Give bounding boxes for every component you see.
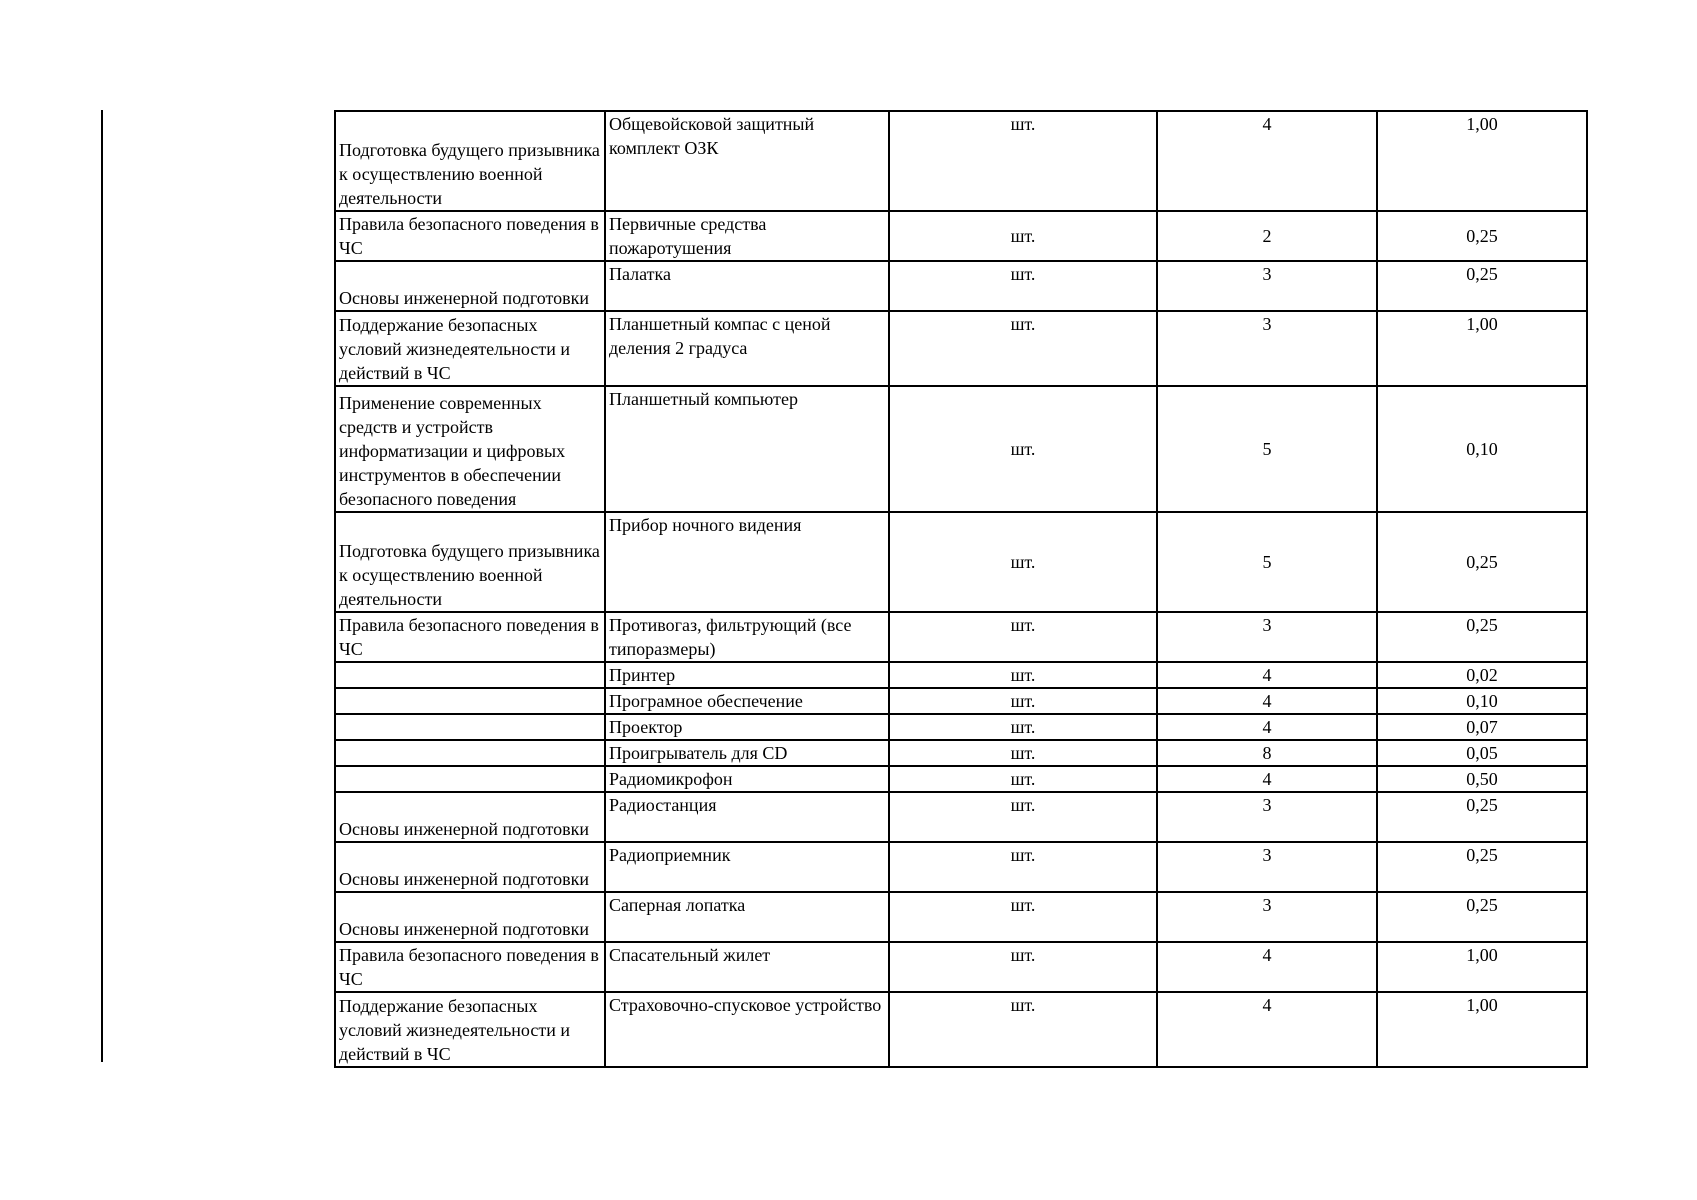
value-cell: 0,50 [1377,766,1587,792]
quantity-cell: 4 [1157,688,1377,714]
unit-cell: шт. [889,842,1157,892]
unit-cell: шт. [889,111,1157,211]
item-cell: Противогаз, фильтрующий (все типоразмеры) [605,612,889,662]
quantity-cell: 3 [1157,792,1377,842]
section-cell: Применение современных средств и устройств информатизации и цифровых инструментов в обеспечении безопасного поведения [335,386,605,512]
item-cell: Проигрыватель для CD [605,740,889,766]
item-cell: Програмное обеспечение [605,688,889,714]
unit-cell: шт. [889,662,1157,688]
section-cell: Поддержание безопасных условий жизнедеятельности и действий в ЧС [335,992,605,1067]
quantity-cell: 3 [1157,261,1377,311]
value-cell: 1,00 [1377,942,1587,992]
table-row [335,714,1587,740]
unit-cell: шт. [889,386,1157,512]
unit-cell: шт. [889,211,1157,261]
section-cell: Основы инженерной подготовки [335,261,605,311]
table-row [335,612,1587,662]
value-cell: 1,00 [1377,111,1587,211]
section-cell: Основы инженерной подготовки [335,842,605,892]
value-cell: 0,10 [1377,386,1587,512]
table-row [335,892,1587,942]
value-cell: 0,25 [1377,892,1587,942]
quantity-cell: 4 [1157,942,1377,992]
section-cell [335,714,605,740]
item-cell: Радиоприемник [605,842,889,892]
item-cell: Палатка [605,261,889,311]
quantity-cell: 3 [1157,612,1377,662]
table-row [335,766,1587,792]
section-cell: Поддержание безопасных условий жизнедеятельности и действий в ЧС [335,311,605,386]
unit-cell: шт. [889,612,1157,662]
item-cell: Планшетный компьютер [605,386,889,512]
value-cell: 0,25 [1377,792,1587,842]
section-cell: Основы инженерной подготовки [335,792,605,842]
table-row [335,740,1587,766]
section-cell: Правила безопасного поведения в ЧС [335,211,605,261]
section-cell: Подготовка будущего призывника к осуществлению военной деятельности [335,111,605,211]
table-row [335,261,1587,311]
unit-cell: шт. [889,311,1157,386]
table-row [335,942,1587,992]
item-cell: Страховочно-спусковое устройство [605,992,889,1067]
quantity-cell: 4 [1157,662,1377,688]
quantity-cell: 3 [1157,311,1377,386]
table-row [335,311,1587,386]
item-cell: Планшетный компас с ценой деления 2 градуса [605,311,889,386]
table-row [335,111,1587,211]
unit-cell: шт. [889,688,1157,714]
value-cell: 1,00 [1377,992,1587,1067]
item-cell: Прибор ночного видения [605,512,889,612]
value-cell: 0,25 [1377,612,1587,662]
table-row [335,792,1587,842]
section-cell: Подготовка будущего призывника к осуществлению военной деятельности [335,512,605,612]
value-cell: 0,25 [1377,211,1587,261]
page-margin-line [101,110,103,1062]
section-cell [335,740,605,766]
table-row [335,662,1587,688]
unit-cell: шт. [889,942,1157,992]
item-cell: Общевойсковой защитный комплект ОЗК [605,111,889,211]
value-cell: 0,10 [1377,688,1587,714]
section-cell [335,766,605,792]
quantity-cell: 8 [1157,740,1377,766]
value-cell: 0,25 [1377,842,1587,892]
item-cell: Радиомикрофон [605,766,889,792]
quantity-cell: 4 [1157,992,1377,1067]
unit-cell: шт. [889,714,1157,740]
quantity-cell: 3 [1157,892,1377,942]
value-cell: 0,05 [1377,740,1587,766]
unit-cell: шт. [889,892,1157,942]
item-cell: Проектор [605,714,889,740]
item-cell: Саперная лопатка [605,892,889,942]
unit-cell: шт. [889,766,1157,792]
section-cell: Основы инженерной подготовки [335,892,605,942]
value-cell: 1,00 [1377,311,1587,386]
quantity-cell: 4 [1157,111,1377,211]
unit-cell: шт. [889,792,1157,842]
section-cell: Правила безопасного поведения в ЧС [335,612,605,662]
quantity-cell: 2 [1157,211,1377,261]
quantity-cell: 4 [1157,766,1377,792]
value-cell: 0,25 [1377,512,1587,612]
table-row [335,512,1587,612]
quantity-cell: 5 [1157,512,1377,612]
unit-cell: шт. [889,512,1157,612]
table-row [335,842,1587,892]
section-cell: Правила безопасного поведения в ЧС [335,942,605,992]
item-cell: Спасательный жилет [605,942,889,992]
unit-cell: шт. [889,992,1157,1067]
value-cell: 0,02 [1377,662,1587,688]
table-row [335,386,1587,512]
value-cell: 0,25 [1377,261,1587,311]
table-row [335,992,1587,1067]
quantity-cell: 5 [1157,386,1377,512]
section-cell [335,662,605,688]
table-row [335,211,1587,261]
value-cell: 0,07 [1377,714,1587,740]
unit-cell: шт. [889,261,1157,311]
quantity-cell: 3 [1157,842,1377,892]
item-cell: Радиостанция [605,792,889,842]
quantity-cell: 4 [1157,714,1377,740]
equipment-table-body [335,111,1587,1067]
unit-cell: шт. [889,740,1157,766]
item-cell: Принтер [605,662,889,688]
equipment-table [334,110,1588,1068]
item-cell: Первичные средства пожаротушения [605,211,889,261]
section-cell [335,688,605,714]
table-row [335,688,1587,714]
